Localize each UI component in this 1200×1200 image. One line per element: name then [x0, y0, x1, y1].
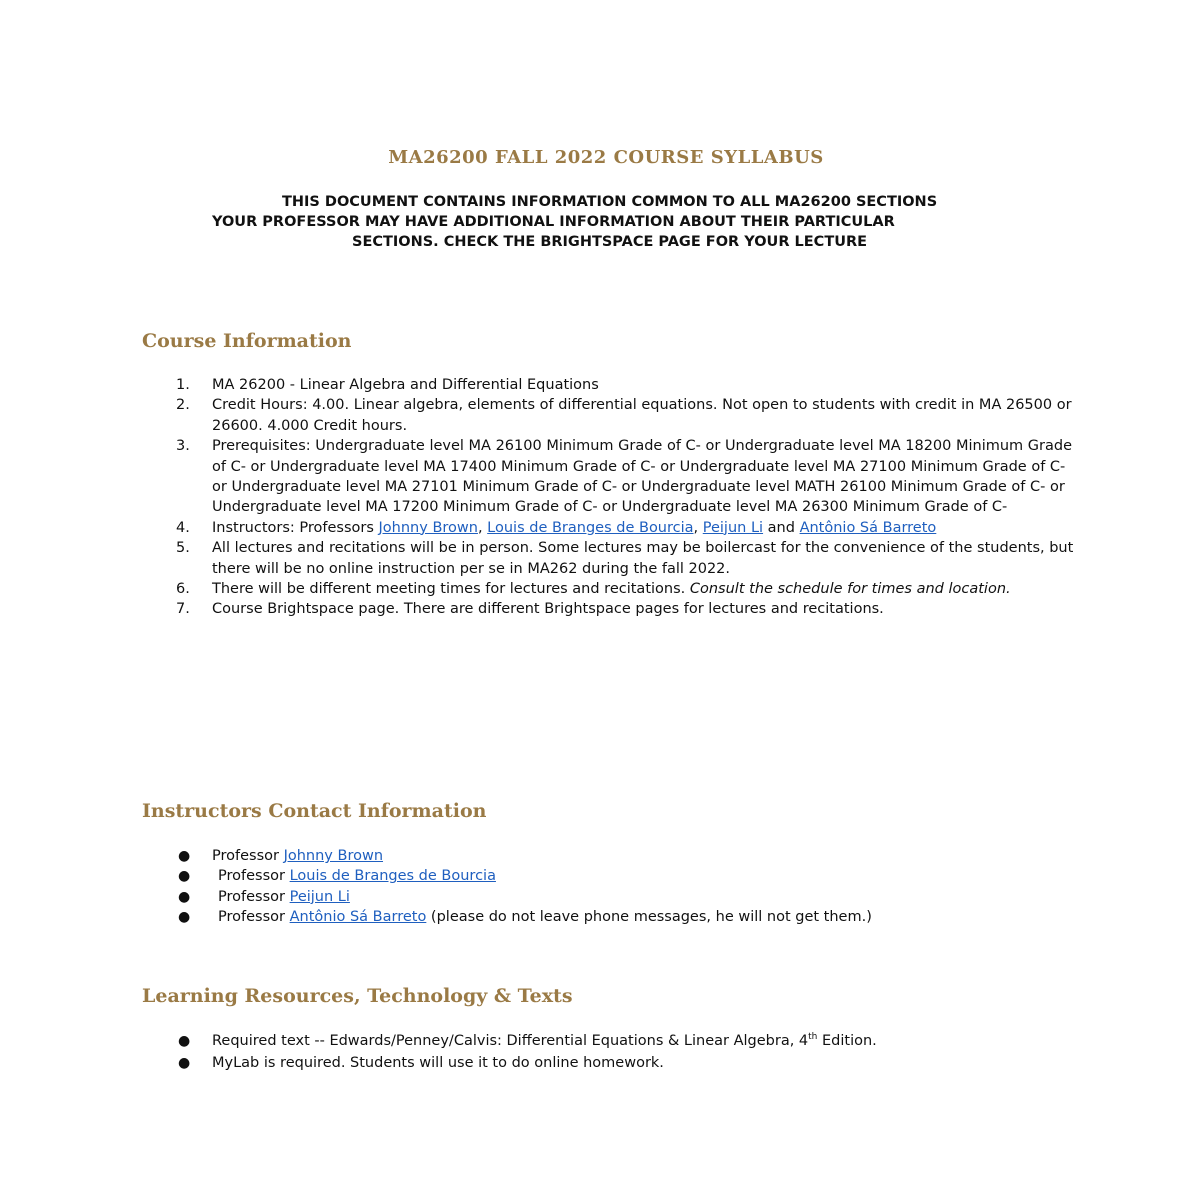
item-number: 6.	[176, 581, 190, 598]
superscript: th	[808, 1032, 818, 1043]
item-text: Professor	[218, 888, 290, 905]
item-text: Professor	[218, 868, 290, 885]
item-note: (please do not leave phone messages, he will not get them.)	[426, 909, 872, 926]
bullet-icon: ●	[178, 1033, 191, 1049]
bullet-icon: ●	[178, 1055, 191, 1071]
item-text: Professor	[212, 848, 284, 864]
item-text: MyLab is required. Students will use it to do online homework.	[212, 1055, 664, 1071]
contact-link-johnny-brown[interactable]: Johnny Brown	[283, 848, 384, 864]
instructors-contact-heading: Instructors Contact Information	[142, 800, 487, 822]
item-text: Prerequisites: Undergraduate level MA 26100 Minimum Grade of C- or Undergraduate level MA 18200 Minimum Grade of C- or Undergraduate level MA 17400 Minimum Grade of C- or Undergraduate level MA 27100 Minimum Grade of C- or Undergraduate level MA 27101 Minimum Grade of C- or Undergraduate level MATH 26100 Minimum Grade of C- or Undergraduate level MA 17200 Minimum Grade of C- or Undergraduate level MA 26300 Minimum Grade of C-	[212, 438, 1072, 516]
list-item	[176, 1030, 1076, 1052]
item-text-tail: Edition.	[817, 1033, 877, 1049]
item-number: 3.	[176, 438, 190, 455]
bullet-icon: ●	[178, 909, 191, 926]
list-item	[176, 887, 1076, 907]
item-number: 4.	[176, 519, 190, 536]
bullet-icon: ●	[178, 848, 191, 864]
list-item	[176, 579, 1076, 599]
course-information-list	[176, 375, 1076, 620]
learning-resources-heading: Learning Resources, Technology & Texts	[142, 985, 573, 1007]
list-item	[176, 1052, 1076, 1074]
item-italic-note: Consult the schedule for times and location.	[689, 581, 1011, 598]
notice-line: YOUR PROFESSOR MAY HAVE ADDITIONAL INFORMATION ABOUT THEIR PARTICULAR	[212, 214, 895, 230]
instructor-link-antonio-sa-barreto[interactable]: Antônio Sá Barreto	[799, 519, 937, 536]
separator: and	[763, 519, 800, 536]
instructor-link-louis-de-branges[interactable]: Louis de Branges de Bourcia	[487, 519, 694, 536]
bullet-icon: ●	[178, 868, 191, 885]
instructor-link-peijun-li[interactable]: Peijun Li	[702, 519, 764, 536]
item-text: There will be different meeting times for lectures and recitations.	[212, 581, 690, 598]
notice-line: THIS DOCUMENT CONTAINS INFORMATION COMMON TO ALL MA26200 SECTIONS	[282, 194, 938, 210]
course-information-heading: Course Information	[142, 330, 352, 352]
common-info-notice	[200, 192, 1020, 252]
bullet-icon: ●	[178, 888, 191, 905]
item-text: Professor	[218, 909, 290, 926]
list-item	[176, 866, 1076, 886]
notice-line: SECTIONS. CHECK THE BRIGHTSPACE PAGE FOR YOUR LECTURE	[352, 234, 868, 250]
item-number: 5.	[176, 540, 190, 557]
item-text: Course Brightspace page. There are different Brightspace pages for lectures and recitations.	[212, 601, 884, 618]
list-item	[176, 436, 1076, 518]
separator: ,	[693, 519, 703, 536]
item-text: Credit Hours: 4.00. Linear algebra, elements of differential equations. Not open to students with credit in MA 26500 or 26600. 4.000 Credit hours.	[212, 397, 1072, 434]
instructors-contact-list	[176, 846, 1076, 928]
list-item	[176, 395, 1076, 436]
list-item	[176, 599, 1076, 619]
item-text: MA 26200 - Linear Algebra and Differential Equations	[212, 377, 599, 393]
learning-resources-list	[176, 1030, 1076, 1074]
item-number: 1.	[176, 377, 190, 393]
separator: ,	[477, 519, 488, 536]
item-number: 2.	[176, 397, 190, 414]
item-number: 7.	[176, 601, 190, 618]
list-item	[176, 518, 1076, 538]
document-title: MA26200 FALL 2022 COURSE SYLLABUS	[388, 147, 824, 168]
list-item	[176, 375, 1076, 395]
item-text: Required text -- Edwards/Penney/Calvis: Differential Equations & Linear Algebra, 4	[212, 1033, 809, 1049]
item-text: All lectures and recitations will be in person. Some lectures may be boilercast for the convenience of the students, but there will be no online instruction per se in MA262 during the fall 2022.	[212, 540, 1074, 577]
instructor-link-johnny-brown[interactable]: Johnny Brown	[378, 519, 478, 536]
contact-link-louis-de-branges[interactable]: Louis de Branges de Bourcia	[289, 868, 496, 885]
list-item	[176, 846, 1076, 866]
contact-link-peijun-li[interactable]: Peijun Li	[289, 888, 350, 905]
list-item	[176, 907, 1076, 927]
list-item	[176, 538, 1076, 579]
contact-link-antonio-sa-barreto[interactable]: Antônio Sá Barreto	[289, 909, 427, 926]
item-text: Instructors: Professors	[212, 519, 379, 536]
